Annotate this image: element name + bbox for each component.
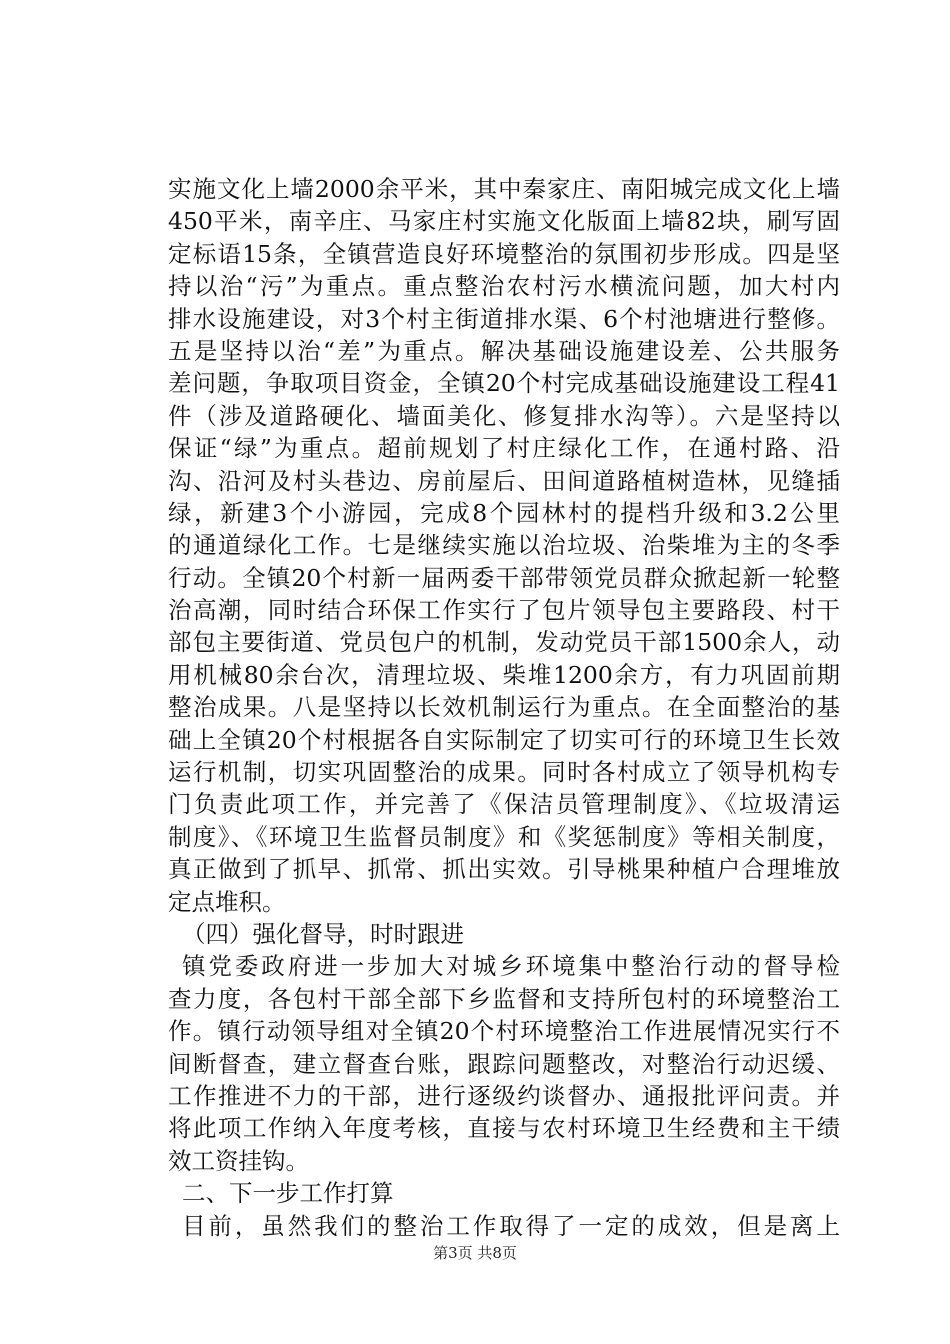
text-line: 持以治“污”为重点。重点整治农村污水横流问题，加大村内 (168, 272, 840, 301)
text-line: 作。镇行动领导组对全镇20个村环境整治工作进展情况实行不 (168, 1017, 840, 1046)
text-line: 础上全镇20个村根据各自实际制定了切实可行的环境卫生长效 (168, 725, 840, 754)
text-line: 门负责此项工作，并完善了《保洁员管理制度》、《垃圾清运 (168, 790, 840, 819)
text-line: 目前，虽然我们的整治工作取得了一定的成效，但是离上 (182, 1211, 840, 1240)
page-number: 第3页 共8页 (433, 1244, 517, 1262)
text-line: 制度》、《环境卫生监督员制度》和《奖惩制度》等相关制度， (168, 822, 840, 851)
text-line: 实施文化上墙2000余平米，其中秦家庄、南阳城完成文化上墙 (168, 175, 840, 203)
text-line: 沟、沿河及村头巷边、房前屋后、田间道路植树造林，见缝插 (168, 466, 840, 495)
text-line: 定标语15条，全镇营造良好环境整治的氛围初步形成。四是坚 (168, 239, 840, 268)
text-line: 治高潮，同时结合环保工作实行了包片领导包主要路段、村干 (168, 596, 840, 625)
text-line: 整治成果。八是坚持以长效机制运行为重点。在全面整治的基 (168, 693, 840, 722)
text-line: 件（涉及道路硬化、墙面美化、修复排水沟等）。六是坚持以 (168, 401, 840, 430)
text-line: 差问题，争取项目资金，全镇20个村完成基础设施建设工程41 (168, 369, 840, 398)
text-line: 定点堆积。 (168, 887, 286, 916)
text-line: 450平米，南辛庄、马家庄村实施文化版面上墙82块，刷写固 (168, 207, 840, 236)
text-line: 工作推进不力的干部，进行逐级约谈督办、通报批评问责。并 (168, 1081, 840, 1110)
text-line: 运行机制，切实巩固整治的成果。同时各村成立了领导机构专 (168, 758, 840, 787)
text-line: 用机械80余台次，清理垃圾、柴堆1200余方，有力巩固前期 (168, 660, 840, 689)
text-line: 行动。全镇20个村新一届两委干部带领党员群众掀起新一轮整 (168, 563, 840, 592)
text-line: 保证“绿”为重点。超前规划了村庄绿化工作，在通村路、沿 (168, 434, 840, 463)
text-line: 部包主要街道、党员包户的机制，发动党员干部1500余人，动 (168, 628, 840, 657)
text-line: 绿，新建3个小游园，完成8个园林村的提档升级和3.2公里 (168, 498, 840, 527)
text-line: 排水设施建设，对3个村主街道排水渠、6个村池塘进行整修。 (168, 304, 840, 333)
text-line: 效工资挂钩。 (168, 1146, 309, 1175)
text-line: 查力度，各包村干部全部下乡监督和支持所包村的环境整治工 (168, 984, 840, 1013)
document-body (168, 173, 840, 1242)
text-line: 将此项工作纳入年度考核，直接与农村环境卫生经费和主干绩 (168, 1114, 840, 1143)
text-line: 真正做到了抓早、抓常、抓出实效。引导桃果种植户合理堆放 (168, 855, 840, 884)
section-heading: （四）强化督导，时时跟进 (182, 919, 464, 948)
text-line: 的通道绿化工作。七是继续实施以治垃圾、治柴堆为主的冬季 (168, 531, 840, 560)
text-line: 间断督查，建立督查台账，跟踪问题整改，对整治行动迟缓、 (168, 1049, 840, 1078)
text-line: 五是坚持以治“差”为重点。解决基础设施建设差、公共服务 (168, 336, 840, 365)
section-heading: 二、下一步工作打算 (182, 1179, 394, 1208)
text-line: 镇党委政府进一步加大对城乡环境集中整治行动的督导检 (182, 952, 840, 981)
